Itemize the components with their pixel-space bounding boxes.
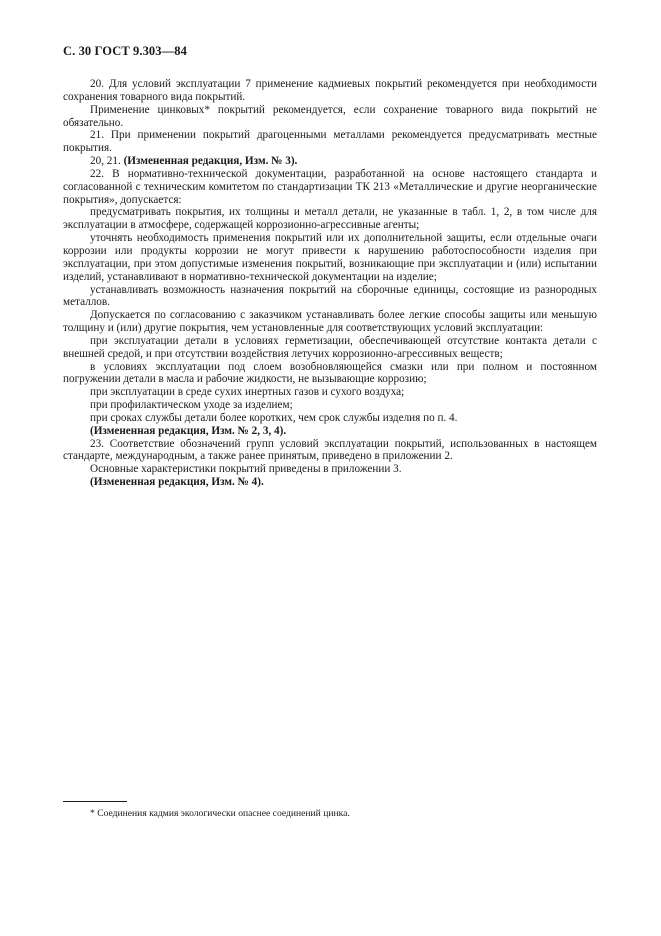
- amendment-note: (Измененная редакция, Изм. № 4).: [90, 476, 264, 489]
- paragraph: предусматривать покрытия, их толщины и металл детали, не указанные в табл. 1, 2, в том числе для эксплуатации в атмосфере, содержащей коррозионно-агрессивные агенты;: [63, 206, 597, 232]
- paragraph: при сроках службы детали более коротких, чем срок службы изделия по п. 4.: [90, 411, 458, 424]
- paragraph: при эксплуатации детали в условиях герметизации, обеспечивающей отсутствие контакта детали с внешней средой, и при отсутствии воздействия летучих коррозионно-агрессивных веществ;: [63, 334, 597, 360]
- paragraph: при эксплуатации в среде сухих инертных газов и сухого воздуха;: [90, 386, 405, 399]
- amendment-label: (Измененная редакция, Изм. № 3).: [120, 155, 298, 168]
- paragraph: 21. При применении покрытий драгоценными металлами рекомендуется предусматривать местные покрытия.: [63, 129, 597, 155]
- paragraph: Допускается по согласованию с заказчиком устанавливать более легкие способы защиты или меньшую толщину и (или) другие покрытия, чем установленные для соответствующих условий эксплуатации:: [63, 309, 597, 335]
- paragraph: 23. Соответствие обозначений групп условий эксплуатации покрытий, использованных в настоящем стандарте, международным, а также ранее принятым, приведено в приложении 2.: [63, 437, 597, 463]
- paragraph: устанавливать возможность назначения покрытий на сборочные единицы, состоящие из разнородных металлов.: [63, 283, 597, 309]
- paragraph: Применение цинковых* покрытий рекомендуется, если сохранение товарного вида покрытий не обязательно.: [63, 103, 597, 129]
- paragraph: 20. Для условий эксплуатации 7 применение кадмиевых покрытий рекомендуется при необходимости сохранения товарного вида покрытий.: [63, 78, 597, 103]
- page-header: С. 30 ГОСТ 9.303—84: [63, 44, 187, 58]
- amendment-note: (Измененная редакция, Изм. № 2, 3, 4).: [90, 424, 287, 437]
- clause-ref: 20, 21.: [90, 155, 121, 168]
- footnote: * Соединения кадмия экологически опаснее соединений цинка.: [90, 808, 350, 819]
- paragraph: 22. В нормативно-технической документации, разработанной на основе настоящего стандарта и согласованной с техническим комитетом по стандартизации ТК 213 «Металлические и другие неорганические покрытия», допускается:: [63, 167, 597, 206]
- footnote-divider: [63, 801, 127, 802]
- paragraph: уточнять необходимость применения покрытий или их дополнительной защиты, если отдельные очаги коррозии или продукты коррозии не могут привести к нарушению работоспособности изделия при эксплуатации, при этом допустимые изменения покрытий, возникающие при эксплуатации и (или) испытании изделий, устанавливают в нормативно-технической документации на изделие;: [63, 232, 597, 283]
- amendment-note: [63, 155, 597, 168]
- paragraph: при профилактическом уходе за изделием;: [90, 399, 293, 412]
- paragraph: Основные характеристики покрытий приведены в приложении 3.: [90, 463, 402, 476]
- document-body: [63, 78, 597, 489]
- paragraph: в условиях эксплуатации под слоем возобновляющейся смазки или при полном и постоянном погружении детали в масла и рабочие жидкости, не вызывающие коррозию;: [63, 360, 597, 386]
